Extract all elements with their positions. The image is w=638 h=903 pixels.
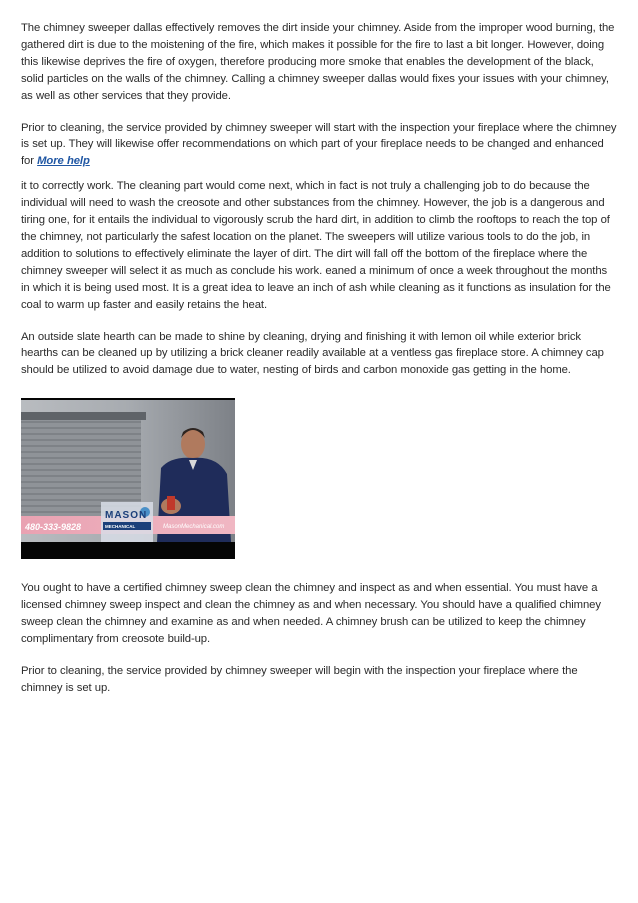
logo-subtitle: MECHANICAL bbox=[105, 524, 136, 530]
photo-illustration bbox=[21, 398, 235, 559]
paragraph-2 bbox=[21, 120, 617, 171]
paragraph-6: Prior to cleaning, the service provided by chimney sweeper will begin with the inspection your fireplace where the chimney is set up. bbox=[21, 664, 578, 694]
logo-wordmark: MASON bbox=[105, 510, 148, 522]
more-help-link[interactable]: More help bbox=[37, 155, 90, 168]
paragraph-5: You ought to have a certified chimney sweep clean the chimney and inspect as and when essential. You must have a licensed chimney sweep inspect and clean the chimney as and when necessary. You should have a qualified chimney sweep clean the chimney and examine as and when needed. A chimney brush can be utilized to keep the chimney complimentary from creosote build-up. bbox=[21, 582, 601, 645]
hvac-technician-photo bbox=[21, 398, 235, 559]
banner-url: MasonMechanical.com bbox=[163, 524, 225, 531]
banner-phone-number: 480-333-9828 bbox=[25, 522, 82, 533]
paragraph-3: it to correctly work. The cleaning part would come next, which in fact is not truly a challenging job to do because the individual will need to wash the creosote and other substances from the chimney. However, the job is a dangerous and tiring one, for it entails the individual to vigorously scrub the hard dirt, in addition to climb the rooftops to reach the top of the chimney, not particularly the safest location on the planet. The sweepers will utilize various tools to do the job, in addition to solutions to effectively eliminate the layer of dirt. The dirt will fall off the bottom of the fireplace where the chimney sweeper will select it as much as conclude his work. eaned a minimum of once a week throughout the months in which it is being used most. It is a great idea to leave an inch of ash while cleaning as it functions as insulation for the coal to warm up faster and easily retains the heat. bbox=[21, 180, 611, 311]
paragraph-4: An outside slate hearth can be made to shine by cleaning, drying and finishing it with lemon oil while exterior brick hearths can be cleaned up by utilizing a brick cleaner readily available at a ventless gas fireplace store. A chimney cap should be utilized to avoid damage due to water, nesting of birds and carbon monoxide gas getting in the home. bbox=[21, 330, 604, 377]
paragraph-2-text: Prior to cleaning, the service provided by chimney sweeper will start with the inspection your fireplace where the chimney is set up. They will likewise offer recommendations on which part of your fireplace needs to be changed and enhanced for bbox=[21, 121, 617, 168]
article bbox=[21, 20, 617, 697]
paragraph-1: The chimney sweeper dallas effectively removes the dirt inside your chimney. Aside from the improper wood burning, the gathered dirt is due to the moistening of the fire, which makes it possible for the fire to last a bit longer. However, doing this likewise deprives the fire of oxygen, therefore producing more smoke that enables the development of the black, solid particles on the walls of the chimney. Calling a chimney sweeper dallas would fixes your issues with your chimney, as well as other services that they provide. bbox=[21, 22, 615, 102]
